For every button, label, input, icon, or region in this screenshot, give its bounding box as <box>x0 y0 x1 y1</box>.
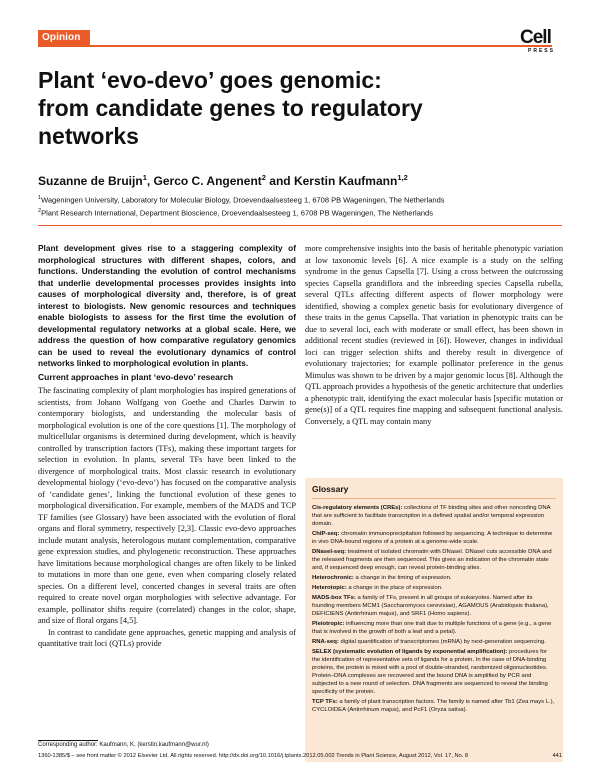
glossary-item <box>312 698 556 714</box>
glossary-list <box>312 504 556 714</box>
affiliations <box>38 193 445 218</box>
glossary-item <box>312 548 556 572</box>
affiliation-rule <box>38 225 562 226</box>
glossary-item <box>312 594 556 618</box>
glossary-box <box>305 478 563 762</box>
title-line: Plant ‘evo-devo’ goes genomic: <box>38 67 382 93</box>
glossary-definition: digital quantification of transcriptomes (mRNA) by next-generation sequencing. <box>338 639 546 645</box>
glossary-item <box>312 574 556 582</box>
glossary-definition: a family of plant transcription factors. The family is named after Tb1 (Zea mays L.), CYCLOIDEA (Antirrhinum majus), and PcF1 (Oryza sativa). <box>312 699 555 713</box>
glossary-term: DNaseI-seq: <box>312 549 347 555</box>
glossary-definition: chromatin immunoprecipitation followed by sequencing. A technique to determine in vivo DNA-bound regions of a protein at a genome-wide scale. <box>312 531 553 545</box>
author-affil-sup: 1 <box>142 173 147 182</box>
glossary-definition: a family of TFs, present in all groups of eukaryotes. Named after its founding members MCM1 (Saccharomyces cerevisiae), AGAMOUS (Arabidopsis thaliana), DEFICIENS (Antirrhinum majus), and SRF1 (Homo sapiens). <box>312 595 549 617</box>
abstract: Plant development gives rise to a staggering complexity of morphological structures with different shapes, colors, and functions. Understanding the evolution of control mechanisms that underlie developmental processes provides insights into causes of morphological diversity and, therefore, is of great interest to biologists. New genomic resources and techniques enable biologists to assess for the first time the evolution of developmental regulatory networks at a global scale. Here, we address the question of how comparative regulatory genomics can be used to reveal the evolutionary dynamics of control networks linked to morphological evolution in plants. <box>38 243 296 368</box>
author-name: Kerstin Kaufmann <box>293 174 398 188</box>
cell-press-logo <box>520 28 562 64</box>
affiliation <box>38 193 445 206</box>
glossary-definition: treatment of isolated chromatin with DNaseI. DNaseI cuts accessible DNA and the released fragments are then sequenced. This gives an indication of the chromatin state and, if sequenced deep enough, can reveal protein-binding sites. <box>312 549 552 571</box>
footnote-rule <box>38 740 98 741</box>
glossary-term: ChIP-seq: <box>312 531 340 537</box>
glossary-definition: influencing more than one trait due to multiple functions of a gene (e.g., a gene that is involved in the growth of both a leaf and a petal). <box>312 621 552 635</box>
glossary-definition: procedures for the identification of representative sets of ligands for a protein. In the case of DNA-binding proteins, the protein is mixed with a pool of double-stranded, randomized oligonucleotides. Protein–DNA complexes are recovered and the bound DNA is amplified by PCR and subjected to a new round of selection. DNA fragments are sequenced to reveal the binding specificity of the protein. <box>312 649 548 695</box>
affil-sup: 2 <box>38 207 42 214</box>
glossary-item <box>312 584 556 592</box>
author-name: Gerco C. Angenent <box>153 174 262 188</box>
page-number: 441 <box>552 753 562 759</box>
header-rule <box>38 45 552 47</box>
glossary-term: MADS-box TFs: <box>312 595 356 601</box>
logo-press: PRESS <box>528 48 555 54</box>
glossary-item <box>312 648 556 696</box>
section-tag: Opinion <box>38 30 90 45</box>
body-paragraph: The fascinating complexity of plant morphologies has inspired generations of scientists, from Johann Wolfgang von Goethe and Charles Darwin to contemporary biologists, and understanding the molecular basis of morphological evolution is one of the core questions [1]. The morphology of multicellular organisms is determined during development, which is heavily controlled by transcription factors (TFs), making these important targets for selection in evolution. In plants, several TFs have been linked to the divergence of morphological traits. Most classic research in evolutionary developmental biology (‘evo-devo’) has focused on the comparative analysis of ‘candidate genes’, linking the functional evolution of these genes to morphological diversification. For example, members of the MADS and TCP TF families (see Glossary) have been associated with the evolution of floral organs and floral symmetry, respectively [2,3]. Classic evo-devo approaches include mutant analysis, heterologous mutant complementation, comparative gene expression studies, and phylogenetic reconstruction. These approaches have limitations because morphological changes are often likely to be linked to mutations in more than one gene, even when comparing closely related species. On a different level, concerted changes in several traits are often required to create novel organ morphologies with selective advantage. For example, pollinator shifts require (correlated) changes in the color, shape, and size of floral organs [4,5]. <box>38 386 296 625</box>
glossary-definition: collections of TF binding sites and other noncoding DNA that are sufficient to facilitate transcription in a defined spatial and/or temporal expression domain. <box>312 505 551 527</box>
glossary-term: SELEX (systematic evolution of ligands by exponential amplification): <box>312 649 508 655</box>
title-line: from candidate genes to regulatory <box>38 95 423 121</box>
affil-text: Plant Research International, Department Bioscience, Droevendaalsesteeg 1, 6708 PB Wageningen, The Netherlands <box>41 208 433 217</box>
section-heading: Current approaches in plant ‘evo-devo’ research <box>38 372 234 382</box>
author-list <box>38 173 408 188</box>
glossary-rule <box>312 498 556 499</box>
affiliation <box>38 206 445 219</box>
glossary-item <box>312 638 556 646</box>
corresponding-author: Corresponding author: Kaufmann, K. (kerstin.kaufmann@wur.nl) <box>38 742 209 748</box>
author-affil-sup: 1,2 <box>397 173 408 182</box>
glossary-definition: a change in the place of expression. <box>346 585 443 591</box>
glossary-term: Cis-regulatory elements (CREs): <box>312 505 403 511</box>
glossary-item <box>312 620 556 636</box>
body-paragraph: more comprehensive insights into the basis of heritable phenotypic variation at low taxonomic levels [6]. A nice example is a study on the selfing syndrome in the genus Capsella [7]. Using a cross between the outcrossing species Capsella grandiflora and the inbreeding species Capsella rubella, several QTLs affecting different aspects of flower morphology were identified, showing a complex genetic basis for evolutionary divergence of these traits in the genus Capsella. That variation in phenotypic traits can be due to several loci, each with moderate or small effect, has been shown in additional recent studies (reviewed in [6]). However, changes in individual loci can trigger selection shifts and thereby result in divergence of evolutionary trajectories; for example pollinator preference in the genus Mimulus was shown to be driven by a major genomic locus [8]. Although the QTL approach provides a hypothesis of the genetic architecture that underlies a phenotypic trait, identifying the exact molecular basis [specific mutation or gene(s)] of a QTL requires fine mapping and subsequent functional analysis. Conversely, a QTL may contain many <box>305 244 563 426</box>
glossary-term: TCP TFs: <box>312 699 338 705</box>
glossary-term: Heterochronic: <box>312 575 354 581</box>
glossary-term: RNA-seq: <box>312 639 339 645</box>
affil-text: Wageningen University, Laboratory for Molecular Biology, Droevendaalsesteeg 1, 6708 PB Wageningen, The Netherlands <box>41 195 445 205</box>
footer-citation: 1360-1385/$ – see front matter © 2012 Elsevier Ltd. All rights reserved. http://dx.doi.org/10.1016/j.tplants.2012.05.002 Trends in Plant Science, August 2012, Vol. 17, No. 8 <box>38 753 469 759</box>
glossary-term: Heterotopic: <box>312 585 347 591</box>
author-affil-sup: 2 <box>261 173 266 182</box>
right-column-body <box>305 243 563 427</box>
title-line: networks <box>38 123 139 149</box>
author-separator: , <box>146 174 154 188</box>
author-name: Suzanne de Bruijn <box>38 174 143 188</box>
glossary-title: Glossary <box>312 484 349 494</box>
left-column-body <box>38 385 296 650</box>
body-paragraph: In contrast to candidate gene approaches, genetic mapping and analysis of quantitative trait loci (QTLs) provide <box>38 627 296 648</box>
glossary-term: Pleiotropic: <box>312 621 345 627</box>
glossary-definition: a change in the timing of expression. <box>353 575 452 581</box>
author-separator: and <box>265 174 294 188</box>
glossary-item <box>312 504 556 528</box>
article-title <box>38 66 558 150</box>
affil-sup: 1 <box>38 195 42 201</box>
page-footer <box>38 753 562 759</box>
glossary-item <box>312 530 556 546</box>
logo-name: Cell <box>520 27 551 48</box>
